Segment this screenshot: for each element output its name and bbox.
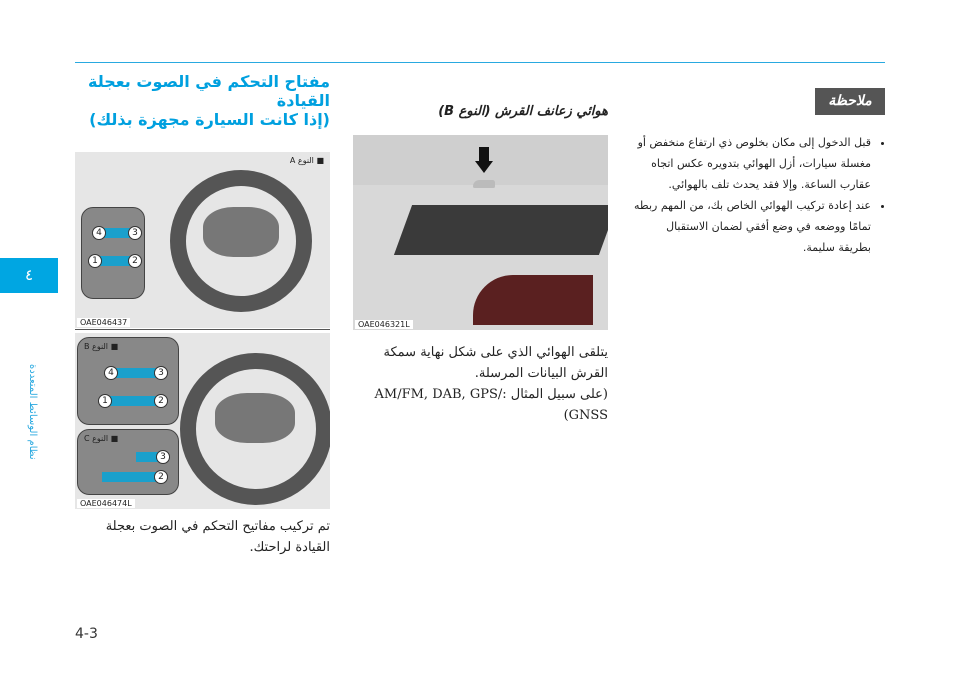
note-item: • قبل الدخول إلى مكان بخلوص ذي ارتفاع منخفض أو مغسلة سيارات، أزل الهوائي بتدويره عكس اتجاه عقارب الساعة. وإلا فقد يحدث تلف بالهوائي.	[632, 132, 871, 195]
type-a-label: ■ النوع A	[289, 156, 324, 165]
title-line-1: مفتاح التحكم في الصوت بعجلة القيادة	[87, 72, 330, 110]
description-text: يتلقى الهوائي الذي على شكل نهاية سمكة القرش البيانات المرسلة.	[383, 345, 608, 381]
arrow-down-icon	[475, 161, 493, 173]
section-title-steering-controls	[75, 72, 330, 129]
antenna-fin	[473, 180, 495, 188]
type-b-panel: ■ النوع B 4 3 1 2	[77, 337, 179, 425]
figure-code: OAE046437	[77, 318, 130, 327]
shark-fin-description	[353, 342, 608, 426]
figure-code: OAE046321L	[355, 320, 413, 329]
type-c-panel: ■ النوع C 3 2	[77, 429, 179, 495]
steering-hub	[215, 393, 295, 443]
button-panel-zoom: 4 3 1 2	[81, 207, 145, 299]
page-number: 4-3	[75, 626, 98, 642]
section-title-shark-fin: هوائي زعانف القرش (النوع B)	[438, 104, 608, 119]
steering-hub	[203, 207, 279, 257]
figure-steering-type-bc	[75, 333, 330, 509]
chapter-tab[interactable]: ٤	[0, 258, 58, 293]
type-b-label: ■ النوع B	[84, 342, 119, 351]
note-item: • عند إعادة تركيب الهوائي الخاص بك، من المهم ربطه تمامًا ووضعه في وضع أفقي لضمان الاستقبال بطريقة سليمة.	[632, 195, 871, 258]
header-rule	[75, 62, 885, 63]
figure-steering-type-a	[75, 152, 330, 328]
note-label: ملاحظة	[815, 88, 885, 115]
chapter-title: نظام الوسائط المتعددة	[27, 364, 38, 460]
title-line-2: (إذا كانت السيارة مجهزة بذلك)	[89, 110, 330, 129]
type-c-label: ■ النوع C	[84, 434, 119, 443]
steering-caption: تم تركيب مفاتيح التحكم في الصوت بعجلة القيادة لراحتك.	[105, 519, 330, 555]
note-list	[632, 132, 885, 258]
examples-text: (على سبيل المثال :AM/FM, DAB, GPS/ GNSS)	[374, 387, 608, 423]
figure-code: OAE046474L	[77, 499, 135, 508]
figure-shark-fin-antenna	[353, 135, 608, 330]
